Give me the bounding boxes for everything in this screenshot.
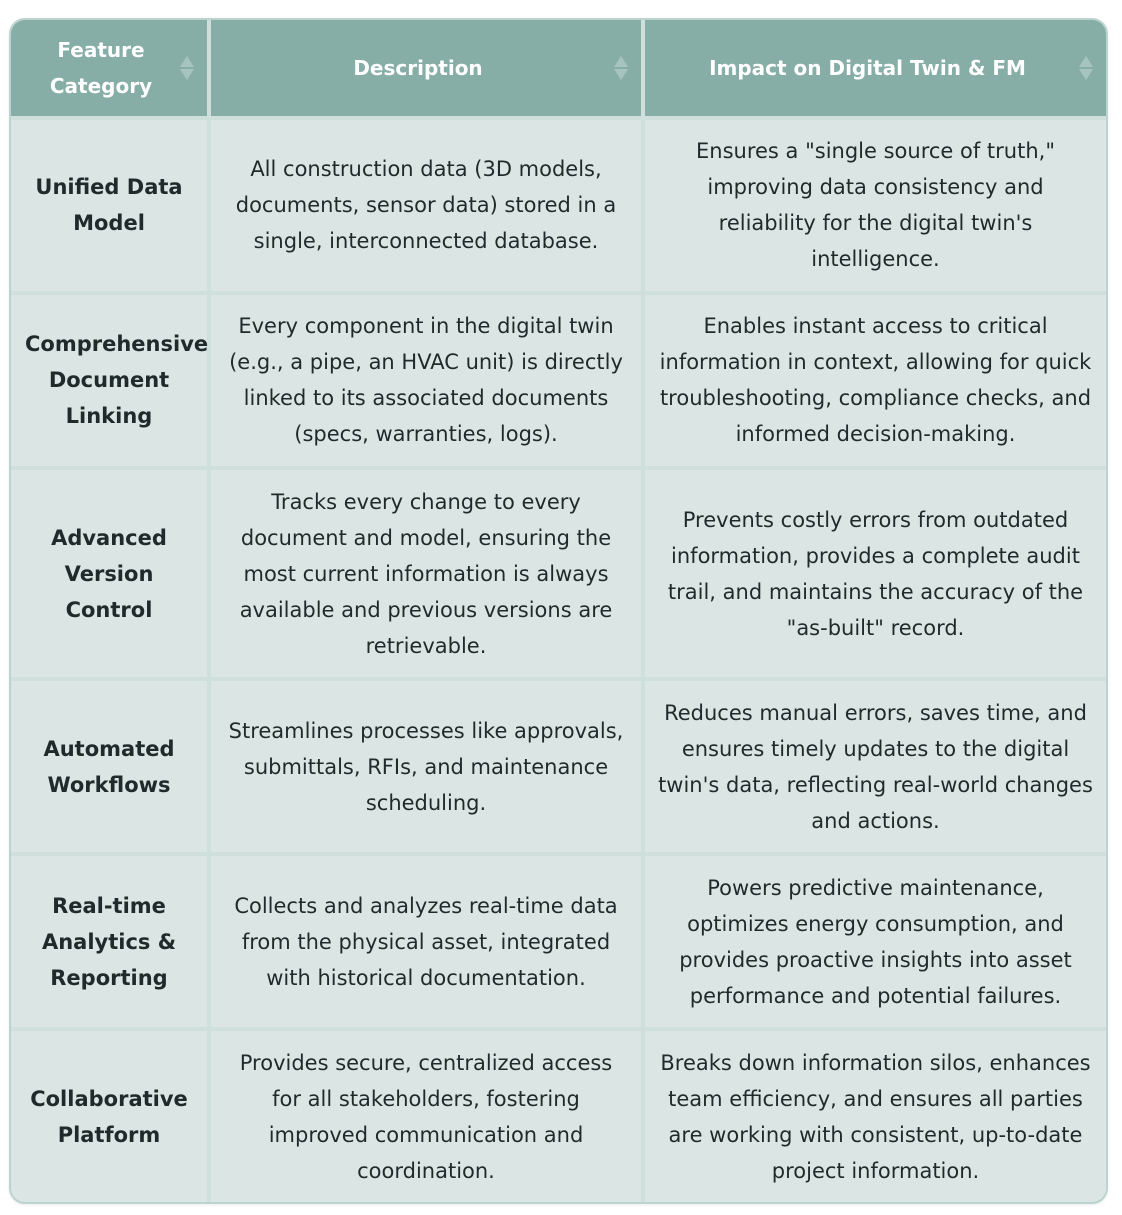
sort-icon[interactable] — [1080, 55, 1092, 81]
table-row — [11, 470, 1106, 678]
table-row — [11, 856, 1106, 1027]
header-description-label: Description — [353, 56, 483, 80]
feature-table-grid — [9, 18, 1108, 1204]
header-row — [11, 20, 1106, 116]
sort-icon[interactable] — [181, 55, 193, 81]
row-impact: Enables instant access to critical information in context, allowing for quick troubleshooting, compliance checks, and informed decision-making. — [645, 295, 1106, 466]
row-category: Collaborative Platform — [11, 1031, 207, 1202]
row-category: Comprehensive Document Linking — [11, 295, 207, 466]
row-category: Unified Data Model — [11, 120, 207, 291]
row-description: Tracks every change to every document and model, ensuring the most current information is always available and previous versions are retrievable. — [211, 470, 641, 678]
row-category: Advanced Version Control — [11, 470, 207, 678]
row-description: Every component in the digital twin (e.g., a pipe, an HVAC unit) is directly linked to its associated documents (specs, warranties, logs). — [211, 295, 641, 466]
header-feature-category[interactable] — [11, 20, 207, 116]
row-impact: Powers predictive maintenance, optimizes energy consumption, and provides proactive insights into asset performance and potential failures. — [645, 856, 1106, 1027]
feature-table — [9, 18, 1108, 1204]
header-description[interactable] — [211, 20, 641, 116]
table-row — [11, 1031, 1106, 1202]
row-description: Collects and analyzes real-time data from the physical asset, integrated with historical documentation. — [211, 856, 641, 1027]
row-category: Automated Workflows — [11, 681, 207, 852]
row-category: Real-time Analytics & Reporting — [11, 856, 207, 1027]
table-row — [11, 120, 1106, 291]
header-impact[interactable] — [645, 20, 1106, 116]
table-row — [11, 295, 1106, 466]
row-impact: Breaks down information silos, enhances team efficiency, and ensures all parties are working with consistent, up-to-date project information. — [645, 1031, 1106, 1202]
row-description: All construction data (3D models, documents, sensor data) stored in a single, interconnected database. — [211, 120, 641, 291]
header-impact-label: Impact on Digital Twin & FM — [709, 56, 1026, 80]
row-description: Provides secure, centralized access for all stakeholders, fostering improved communication and coordination. — [211, 1031, 641, 1202]
row-description: Streamlines processes like approvals, submittals, RFIs, and maintenance scheduling. — [211, 681, 641, 852]
header-feature-category-label: Feature Category — [49, 38, 153, 98]
row-impact: Ensures a "single source of truth," improving data consistency and reliability for the digital twin's intelligence. — [645, 120, 1106, 291]
table-row — [11, 681, 1106, 852]
row-impact: Reduces manual errors, saves time, and ensures timely updates to the digital twin's data, reflecting real-world changes and actions. — [645, 681, 1106, 852]
row-impact: Prevents costly errors from outdated information, provides a complete audit trail, and maintains the accuracy of the "as-built" record. — [645, 470, 1106, 678]
sort-icon[interactable] — [615, 55, 627, 81]
